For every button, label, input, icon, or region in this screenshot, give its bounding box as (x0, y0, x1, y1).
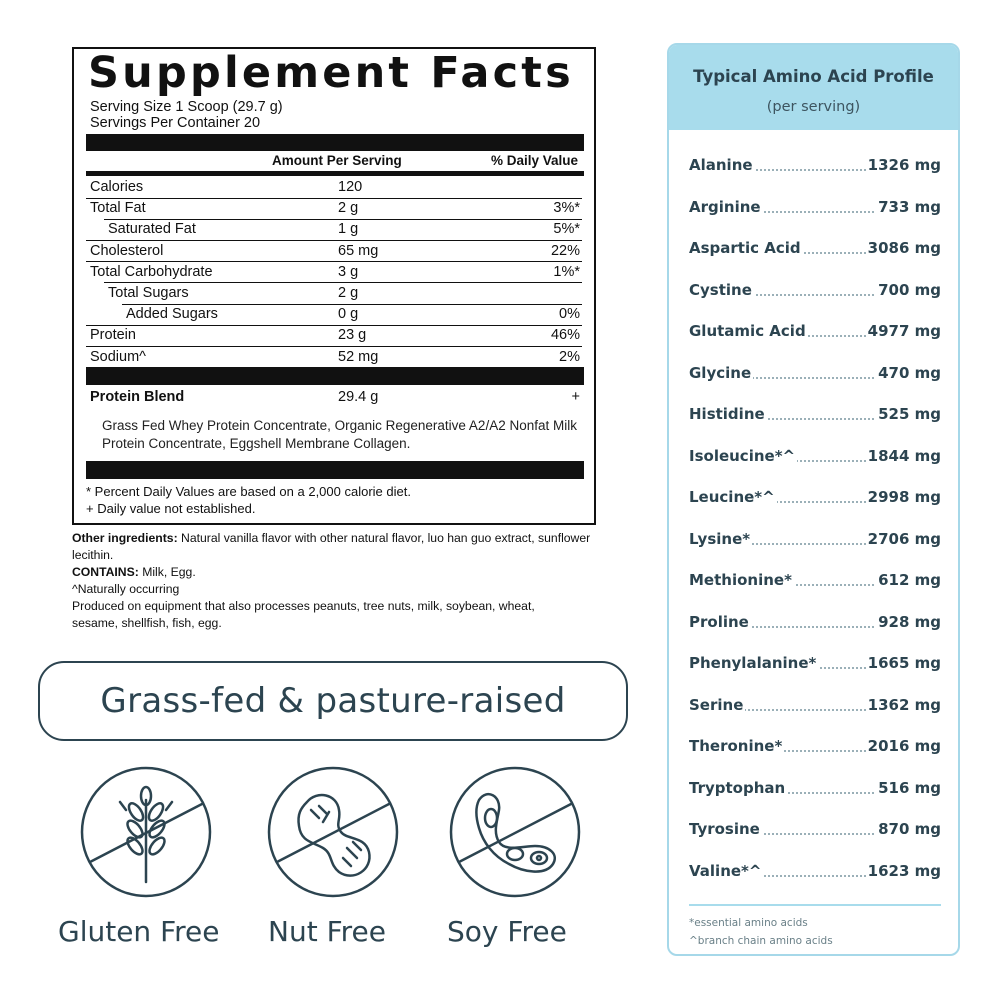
amino-acid-name: Glutamic Acid (689, 322, 806, 340)
amino-acid-row (689, 362, 941, 384)
amino-acid-value: 733 mg (878, 197, 941, 216)
amino-acid-row (689, 196, 941, 218)
amino-subtitle: (per serving) (766, 99, 861, 115)
amino-acid-name: Cystine (689, 280, 752, 299)
medium-divider (86, 171, 584, 176)
row-divider (86, 325, 582, 326)
grass-fed-text: Grass-fed & pasture-raised (100, 681, 566, 721)
amino-acid-value: 612 mg (878, 571, 941, 589)
nutrient-name: Saturated Fat (108, 221, 196, 238)
nutrient-daily-value: 22% (550, 242, 580, 259)
nutrient-name: Cholesterol (90, 242, 164, 259)
amino-acid-value: 1623 mg (867, 861, 941, 880)
allergen-equipment-note: Produced on equipment that also processes peanuts, tree nuts, milk, soybean, wheat, sesame, shellfish, fish, egg. (72, 599, 535, 630)
serving-size: Serving Size 1 Scoop (29.7 g) (90, 99, 283, 115)
amino-acid-row (689, 320, 941, 342)
nutrient-amount: 0 g (338, 306, 359, 323)
nutrient-name: Total Carbohydrate (90, 263, 213, 280)
amino-acid-row (689, 569, 941, 591)
nutrient-daily-value: 3%* (553, 200, 580, 217)
amino-acid-value: 3086 mg (867, 239, 941, 257)
soy-free-label: Soy Free (447, 915, 567, 948)
nutrient-row (90, 219, 580, 240)
nutrient-amount: 52 mg (338, 348, 379, 365)
amino-acid-name: Lysine* (689, 529, 751, 548)
amino-acid-value: 1326 mg (867, 156, 941, 174)
bcaa-footnote: ^branch chain amino acids (689, 935, 833, 947)
nutrient-amount: 23 g (338, 327, 367, 344)
nutrient-amount: 2 g (338, 285, 359, 301)
protein-blend-name: Protein Blend (90, 389, 185, 405)
amino-acid-value: 700 mg (878, 280, 941, 299)
soybean-icon (449, 766, 581, 898)
row-divider (86, 198, 582, 199)
amino-acid-row (689, 694, 941, 716)
daily-value-header: % Daily Value (490, 153, 578, 168)
supplement-facts-panel (72, 47, 596, 525)
nutrient-row (90, 325, 580, 346)
facts-title: Supplement Facts (88, 48, 574, 98)
servings-per-container: Servings Per Container 20 (90, 115, 261, 131)
amino-title: Typical Amino Acid Profile (693, 67, 934, 86)
amino-acid-name: Serine (689, 695, 744, 714)
amino-acid-value: 1362 mg (867, 695, 941, 714)
amino-acid-value: 2998 mg (867, 488, 941, 506)
gluten-free-label: Gluten Free (58, 915, 220, 948)
amino-header (669, 45, 958, 130)
nutrient-row (90, 262, 580, 283)
nutrient-daily-value: 46% (550, 327, 580, 344)
amino-acid-name: Phenylalanine* (689, 654, 817, 672)
protein-blend-amount: 29.4 g (338, 389, 379, 405)
amino-acid-row (689, 652, 941, 674)
amino-acid-profile-card (667, 43, 960, 956)
daily-value-footnote: * Percent Daily Values are based on a 2,000 calorie diet. (86, 484, 411, 499)
row-divider (86, 346, 582, 347)
other-ingredients-text: Natural vanilla flavor with other natural flavor, luo han guo extract, sunflower lecithin. (72, 531, 591, 562)
thick-divider (86, 134, 584, 151)
nutrient-amount: 120 (338, 179, 363, 195)
nutrient-daily-value: 1%* (553, 263, 580, 280)
nutrient-row (90, 241, 580, 262)
nutrient-daily-value: 0% (559, 306, 580, 323)
amino-acid-name: Tryptophan (689, 778, 786, 797)
amount-per-serving-header: Amount Per Serving (272, 153, 402, 168)
amino-acid-name: Isoleucine*^ (689, 446, 796, 465)
amino-acid-value: 1844 mg (867, 446, 941, 465)
nutrient-name: Added Sugars (126, 306, 218, 323)
amino-acid-value: 516 mg (878, 778, 941, 797)
protein-blend-row (90, 387, 580, 408)
nut-free-label: Nut Free (268, 915, 386, 948)
protein-blend-dv: + (571, 389, 580, 405)
amino-acid-name: Methionine* (689, 571, 792, 589)
nutrient-name: Total Sugars (108, 285, 189, 301)
daily-value-not-established: + Daily value not established. (86, 501, 256, 516)
nutrient-row (90, 177, 580, 198)
row-divider (122, 304, 582, 305)
amino-footnote-divider (689, 904, 941, 906)
amino-acid-name: Glycine (689, 363, 752, 382)
contains-label: CONTAINS: (72, 565, 139, 579)
amino-acid-row (689, 818, 941, 840)
amino-acid-value: 525 mg (878, 405, 941, 423)
nutrient-name: Calories (90, 179, 144, 195)
grass-fed-pill (38, 661, 628, 741)
row-divider (86, 261, 582, 262)
contains-line (72, 564, 612, 581)
nutrient-row (90, 283, 580, 304)
nutrient-amount: 2 g (338, 200, 359, 217)
other-ingredients (72, 530, 612, 563)
amino-acid-name: Theronine* (689, 737, 783, 755)
amino-acid-row (689, 735, 941, 757)
amino-acid-name: Tyrosine (689, 820, 760, 838)
wheat-icon (80, 766, 212, 898)
amino-acid-value: 2706 mg (867, 529, 941, 548)
amino-acid-row (689, 403, 941, 425)
amino-acid-name: Proline (689, 612, 749, 631)
nutrient-daily-value: 5%* (553, 221, 580, 238)
nutrient-amount: 65 mg (338, 242, 379, 259)
amino-acid-value: 4977 mg (867, 322, 941, 340)
row-divider (86, 240, 582, 241)
nutrient-daily-value: 2% (559, 348, 580, 365)
peanut-icon (267, 766, 399, 898)
amino-acid-row (689, 486, 941, 508)
amino-acid-name: Arginine (689, 197, 761, 216)
amino-acid-row (689, 860, 941, 882)
amino-acid-row (689, 777, 941, 799)
nutrient-row (90, 347, 580, 368)
amino-acid-name: Leucine*^ (689, 488, 775, 506)
essential-footnote: *essential amino acids (689, 917, 808, 929)
amino-acid-value: 870 mg (878, 820, 941, 838)
amino-acid-value: 2016 mg (867, 737, 941, 755)
protein-blend-ingredients: Grass Fed Whey Protein Concentrate, Organic Regenerative A2/A2 Nonfat Milk Protein Concentrate, Eggshell Membrane Collagen. (102, 418, 577, 451)
row-divider (104, 282, 582, 283)
nutrient-row (90, 304, 580, 325)
contains-text: Milk, Egg. (138, 565, 196, 579)
amino-acid-row (689, 237, 941, 259)
amino-acid-name: Aspartic Acid (689, 239, 801, 257)
amino-acid-name: Valine*^ (689, 861, 762, 880)
other-ingredients-label: Other ingredients: (72, 531, 178, 545)
amino-acid-row (689, 611, 941, 633)
thick-divider-3 (86, 461, 584, 479)
nutrient-amount: 1 g (338, 221, 359, 238)
row-divider (104, 219, 582, 220)
amino-acid-row (689, 528, 941, 550)
nutrient-amount: 3 g (338, 263, 359, 280)
amino-acid-row (689, 445, 941, 467)
nutrient-name: Sodium^ (90, 348, 146, 365)
amino-acid-name: Alanine (689, 156, 753, 174)
amino-acid-row (689, 279, 941, 301)
amino-acid-value: 470 mg (878, 363, 941, 382)
nutrient-name: Protein (90, 327, 136, 344)
naturally-occurring-note: ^Naturally occurring (72, 582, 180, 596)
amino-acid-value: 928 mg (878, 612, 941, 631)
thick-divider-2 (86, 367, 584, 385)
amino-acid-name: Histidine (689, 405, 765, 423)
nutrient-name: Total Fat (90, 200, 146, 217)
nutrient-row (90, 198, 580, 219)
amino-acid-row (689, 154, 941, 176)
amino-acid-value: 1665 mg (867, 654, 941, 672)
